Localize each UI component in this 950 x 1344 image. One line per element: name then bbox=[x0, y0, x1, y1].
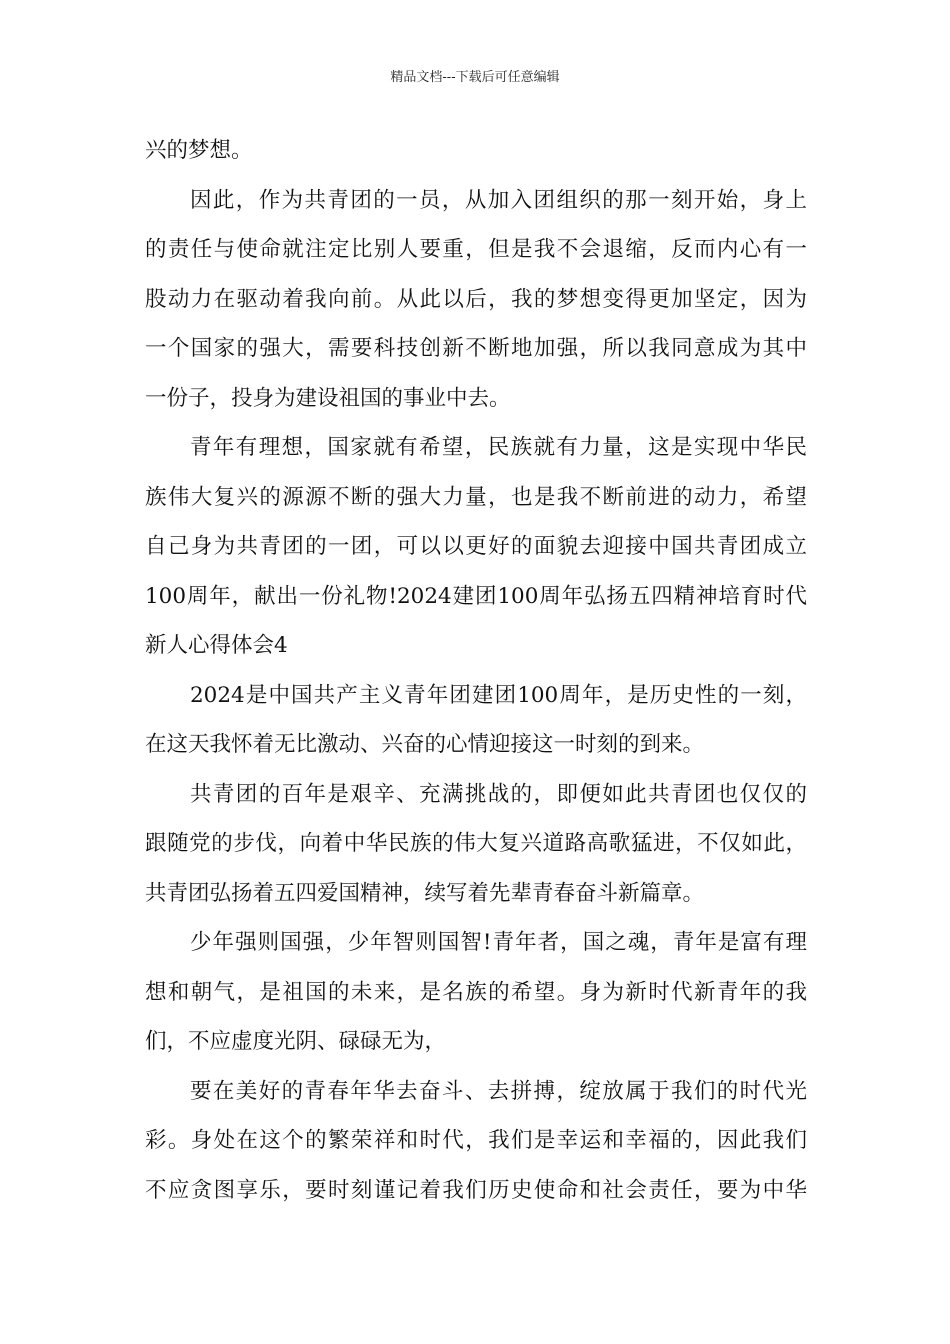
text-line: 不应贪图享乐，要时刻谨记着我们历史使命和社会责任，要为中华 bbox=[145, 1177, 807, 1203]
text-line: 族伟大复兴的源源不断的强大力量，也是我不断前进的动力，希望 bbox=[145, 484, 807, 510]
text-line: 兴的梦想。 bbox=[145, 138, 253, 163]
text-line: 的责任与使命就注定比别人要重，但是我不会退缩，反而内心有一 bbox=[145, 237, 807, 262]
text-line: 青年有理想，国家就有希望，民族就有力量，这是实现中华民 bbox=[190, 435, 807, 460]
text-line: 股动力在驱动着我向前。从此以后，我的梦想变得更加坚定，因为 bbox=[145, 286, 807, 312]
text-line: 共青团弘扬着五四爱国精神，续写着先辈青春奋斗新篇章。 bbox=[145, 880, 705, 906]
text-line: 100周年，献出一份礼物!2024建团100周年弘扬五四精神培育时代 bbox=[145, 583, 807, 609]
text-line: 因此，作为共青团的一员，从加入团组织的那一刻开始，身上 bbox=[190, 187, 807, 213]
text-line: 一个国家的强大，需要科技创新不断地加强，所以我同意成为其中 bbox=[145, 336, 807, 361]
text-line: 们，不应虚度光阴、碌碌无为， bbox=[145, 1029, 447, 1054]
text-line: 要在美好的青春年华去奋斗、去拼搏，绽放属于我们的时代光 bbox=[190, 1078, 807, 1104]
text-line: 跟随党的步伐，向着中华民族的伟大复兴道路高歌猛进，不仅如此， bbox=[145, 831, 807, 856]
text-line: 新人心得体会4 bbox=[145, 633, 288, 658]
page-header: 精品文档---下载后可任意编辑 bbox=[390, 70, 560, 85]
text-line: 2024是中国共产主义青年团建团100周年，是历史性的一刻， bbox=[190, 682, 807, 708]
text-line: 想和朝气，是祖国的未来，是名族的希望。身为新时代新青年的我 bbox=[145, 979, 807, 1005]
text-line: 一份子，投身为建设祖国的事业中去。 bbox=[145, 385, 511, 411]
text-line: 共青团的百年是艰辛、充满挑战的，即便如此共青团也仅仅的 bbox=[190, 781, 807, 807]
document-body bbox=[145, 126, 807, 1215]
text-line: 在这天我怀着无比激动、兴奋的心情迎接这一时刻的到来。 bbox=[145, 732, 705, 757]
text-line: 少年强则国强，少年智则国智!青年者，国之魂，青年是富有理 bbox=[190, 930, 807, 955]
text-line: 彩。身处在这个的繁荣祥和时代，我们是幸运和幸福的，因此我们 bbox=[145, 1128, 807, 1153]
text-line: 自己身为共青团的一团，可以以更好的面貌去迎接中国共青团成立 bbox=[145, 534, 807, 559]
